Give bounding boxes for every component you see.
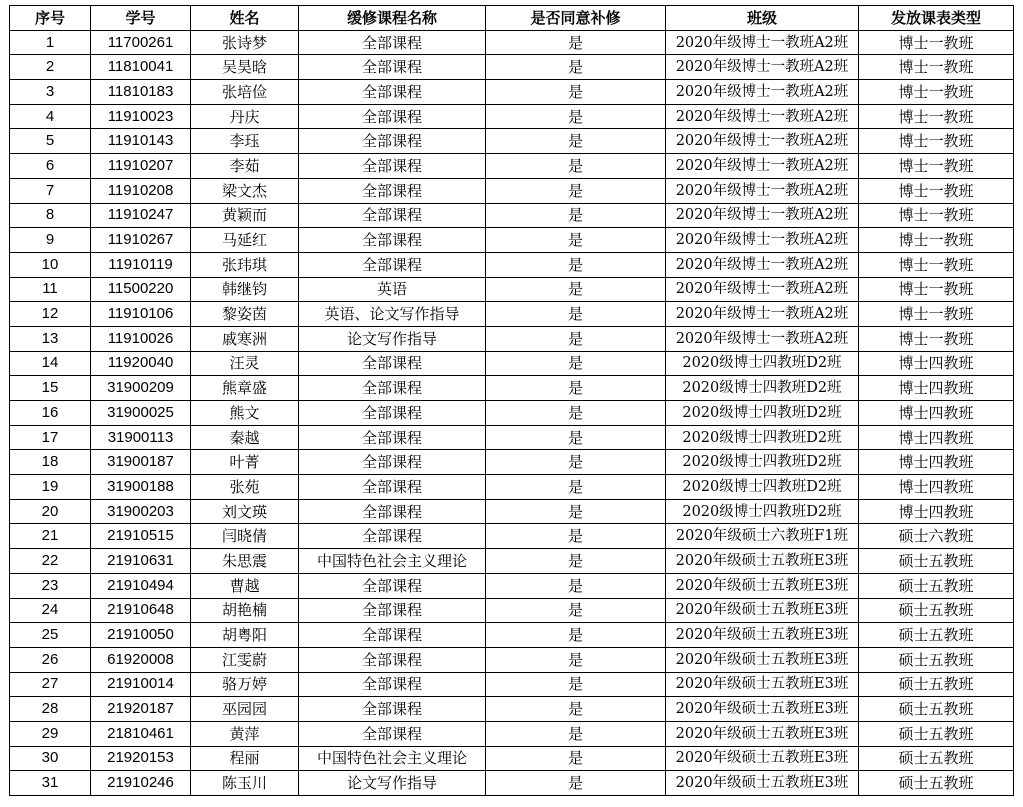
row-schedule-type-cell: 博士一教班 (859, 178, 1014, 203)
row-course-cell: 全部课程 (299, 55, 486, 80)
row-agree-cell: 是 (486, 697, 666, 722)
row-class-cell: 2020年级博士一教班A2班 (666, 129, 859, 154)
row-name-cell: 朱思震 (191, 549, 299, 574)
row-student-id-cell: 21920187 (91, 697, 191, 722)
row-class-cell: 2020年级硕士五教班E3班 (666, 573, 859, 598)
row-schedule-type-cell: 硕士五教班 (859, 721, 1014, 746)
row-schedule-type-cell: 博士一教班 (859, 30, 1014, 55)
row-seq-cell: 20 (10, 499, 91, 524)
row-class-cell: 2020年级硕士五教班E3班 (666, 746, 859, 771)
row-class-cell: 2020年级博士一教班A2班 (666, 178, 859, 203)
row-agree-cell: 是 (486, 178, 666, 203)
row-agree-cell: 是 (486, 30, 666, 55)
row-class-cell: 2020年级博士一教班A2班 (666, 277, 859, 302)
row-name-cell: 胡艳楠 (191, 598, 299, 623)
row-student-id-cell: 11910106 (91, 302, 191, 327)
row-course-cell: 中国特色社会主义理论 (299, 746, 486, 771)
row-seq-cell: 9 (10, 228, 91, 253)
row-seq-cell: 1 (10, 30, 91, 55)
row-agree-cell: 是 (486, 499, 666, 524)
row-name-cell: 闫晓倩 (191, 524, 299, 549)
row-agree-cell: 是 (486, 252, 666, 277)
row-student-id-cell: 21910631 (91, 549, 191, 574)
row-seq-cell: 5 (10, 129, 91, 154)
row-course-cell: 全部课程 (299, 672, 486, 697)
row-seq-cell: 17 (10, 425, 91, 450)
row-agree-cell: 是 (486, 104, 666, 129)
table-row (10, 252, 1014, 277)
row-class-cell: 2020年级硕士五教班E3班 (666, 672, 859, 697)
row-course-cell: 全部课程 (299, 80, 486, 105)
row-seq-cell: 13 (10, 326, 91, 351)
row-seq-cell: 7 (10, 178, 91, 203)
row-course-cell: 全部课程 (299, 697, 486, 722)
row-name-cell: 张苑 (191, 475, 299, 500)
row-course-cell: 全部课程 (299, 524, 486, 549)
row-class-cell: 2020年级硕士五教班E3班 (666, 771, 859, 796)
row-student-id-cell: 21910494 (91, 573, 191, 598)
row-class-cell: 2020年级博士一教班A2班 (666, 154, 859, 179)
row-course-cell: 英语、论文写作指导 (299, 302, 486, 327)
row-name-cell: 李珏 (191, 129, 299, 154)
row-agree-cell: 是 (486, 154, 666, 179)
row-name-cell: 叶菁 (191, 450, 299, 475)
row-student-id-cell: 31900188 (91, 475, 191, 500)
row-name-cell: 刘文瑛 (191, 499, 299, 524)
table-row (10, 623, 1014, 648)
table-row (10, 450, 1014, 475)
row-agree-cell: 是 (486, 228, 666, 253)
row-student-id-cell: 11910208 (91, 178, 191, 203)
row-schedule-type-cell: 博士一教班 (859, 129, 1014, 154)
row-name-cell: 吴昊晗 (191, 55, 299, 80)
table-row (10, 376, 1014, 401)
header-seq: 序号 (10, 6, 91, 31)
row-name-cell: 汪灵 (191, 351, 299, 376)
row-agree-cell: 是 (486, 598, 666, 623)
row-agree-cell: 是 (486, 326, 666, 351)
row-student-id-cell: 11910247 (91, 203, 191, 228)
row-schedule-type-cell: 博士四教班 (859, 425, 1014, 450)
row-schedule-type-cell: 硕士五教班 (859, 598, 1014, 623)
row-agree-cell: 是 (486, 746, 666, 771)
row-schedule-type-cell: 硕士五教班 (859, 697, 1014, 722)
row-student-id-cell: 61920008 (91, 647, 191, 672)
row-schedule-type-cell: 博士四教班 (859, 351, 1014, 376)
row-name-cell: 巫园园 (191, 697, 299, 722)
row-name-cell: 陈玉川 (191, 771, 299, 796)
row-schedule-type-cell: 博士一教班 (859, 326, 1014, 351)
row-seq-cell: 31 (10, 771, 91, 796)
row-agree-cell: 是 (486, 549, 666, 574)
row-name-cell: 胡粤阳 (191, 623, 299, 648)
row-student-id-cell: 11810183 (91, 80, 191, 105)
row-student-id-cell: 21910246 (91, 771, 191, 796)
row-class-cell: 2020年级博士一教班A2班 (666, 80, 859, 105)
table-row (10, 228, 1014, 253)
student-course-table (9, 5, 1014, 796)
row-student-id-cell: 31900187 (91, 450, 191, 475)
table-row (10, 401, 1014, 426)
row-agree-cell: 是 (486, 475, 666, 500)
row-seq-cell: 14 (10, 351, 91, 376)
row-course-cell: 全部课程 (299, 499, 486, 524)
row-schedule-type-cell: 博士一教班 (859, 302, 1014, 327)
row-course-cell: 全部课程 (299, 425, 486, 450)
table-row (10, 203, 1014, 228)
row-schedule-type-cell: 博士一教班 (859, 203, 1014, 228)
row-name-cell: 戚寒洲 (191, 326, 299, 351)
table-row (10, 746, 1014, 771)
row-name-cell: 李茹 (191, 154, 299, 179)
row-student-id-cell: 21910014 (91, 672, 191, 697)
row-schedule-type-cell: 博士四教班 (859, 376, 1014, 401)
row-class-cell: 2020年级博士一教班A2班 (666, 30, 859, 55)
row-student-id-cell: 21910515 (91, 524, 191, 549)
table-row (10, 647, 1014, 672)
table-row (10, 475, 1014, 500)
row-schedule-type-cell: 硕士五教班 (859, 549, 1014, 574)
table-row (10, 771, 1014, 796)
table-row (10, 697, 1014, 722)
row-schedule-type-cell: 博士一教班 (859, 277, 1014, 302)
table-row (10, 598, 1014, 623)
row-course-cell: 全部课程 (299, 104, 486, 129)
row-course-cell: 中国特色社会主义理论 (299, 549, 486, 574)
row-seq-cell: 23 (10, 573, 91, 598)
row-seq-cell: 25 (10, 623, 91, 648)
row-class-cell: 2020年级博士一教班A2班 (666, 228, 859, 253)
table-row (10, 425, 1014, 450)
row-schedule-type-cell: 硕士五教班 (859, 647, 1014, 672)
row-agree-cell: 是 (486, 623, 666, 648)
table-row (10, 499, 1014, 524)
row-schedule-type-cell: 博士一教班 (859, 104, 1014, 129)
row-student-id-cell: 31900025 (91, 401, 191, 426)
row-student-id-cell: 11910119 (91, 252, 191, 277)
row-name-cell: 张玮琪 (191, 252, 299, 277)
table-row (10, 30, 1014, 55)
row-name-cell: 曹越 (191, 573, 299, 598)
row-student-id-cell: 11910023 (91, 104, 191, 129)
row-schedule-type-cell: 博士四教班 (859, 450, 1014, 475)
row-student-id-cell: 11910026 (91, 326, 191, 351)
header-schedule-type: 发放课表类型 (859, 6, 1014, 31)
row-course-cell: 论文写作指导 (299, 326, 486, 351)
row-class-cell: 2020年级博士一教班A2班 (666, 203, 859, 228)
table-row (10, 178, 1014, 203)
row-schedule-type-cell: 博士四教班 (859, 401, 1014, 426)
row-seq-cell: 27 (10, 672, 91, 697)
row-student-id-cell: 11500220 (91, 277, 191, 302)
row-course-cell: 英语 (299, 277, 486, 302)
row-name-cell: 张诗梦 (191, 30, 299, 55)
row-class-cell: 2020年级硕士六教班F1班 (666, 524, 859, 549)
table-row (10, 524, 1014, 549)
row-course-cell: 全部课程 (299, 228, 486, 253)
row-course-cell: 全部课程 (299, 573, 486, 598)
row-agree-cell: 是 (486, 647, 666, 672)
row-schedule-type-cell: 硕士五教班 (859, 771, 1014, 796)
row-student-id-cell: 11910143 (91, 129, 191, 154)
row-name-cell: 秦越 (191, 425, 299, 450)
row-schedule-type-cell: 硕士五教班 (859, 573, 1014, 598)
row-schedule-type-cell: 博士一教班 (859, 252, 1014, 277)
row-course-cell: 全部课程 (299, 351, 486, 376)
row-agree-cell: 是 (486, 450, 666, 475)
row-name-cell: 张培俭 (191, 80, 299, 105)
row-student-id-cell: 21920153 (91, 746, 191, 771)
row-class-cell: 2020年级博士一教班A2班 (666, 55, 859, 80)
row-name-cell: 黎姿茵 (191, 302, 299, 327)
row-agree-cell: 是 (486, 80, 666, 105)
row-course-cell: 全部课程 (299, 623, 486, 648)
header-row (10, 6, 1014, 31)
row-class-cell: 2020年级硕士五教班E3班 (666, 697, 859, 722)
row-course-cell: 全部课程 (299, 647, 486, 672)
row-agree-cell: 是 (486, 573, 666, 598)
row-agree-cell: 是 (486, 376, 666, 401)
table-row (10, 55, 1014, 80)
row-student-id-cell: 21810461 (91, 721, 191, 746)
row-class-cell: 2020年级硕士五教班E3班 (666, 598, 859, 623)
row-seq-cell: 29 (10, 721, 91, 746)
table-row (10, 721, 1014, 746)
row-course-cell: 全部课程 (299, 252, 486, 277)
row-schedule-type-cell: 博士一教班 (859, 154, 1014, 179)
row-course-cell: 全部课程 (299, 30, 486, 55)
row-class-cell: 2020年级博士一教班A2班 (666, 302, 859, 327)
row-student-id-cell: 21910648 (91, 598, 191, 623)
row-course-cell: 全部课程 (299, 598, 486, 623)
row-class-cell: 2020级博士四教班D2班 (666, 499, 859, 524)
header-student-id: 学号 (91, 6, 191, 31)
row-agree-cell: 是 (486, 277, 666, 302)
row-seq-cell: 15 (10, 376, 91, 401)
row-class-cell: 2020级博士四教班D2班 (666, 450, 859, 475)
row-name-cell: 程丽 (191, 746, 299, 771)
row-seq-cell: 16 (10, 401, 91, 426)
row-schedule-type-cell: 硕士五教班 (859, 623, 1014, 648)
row-course-cell: 全部课程 (299, 203, 486, 228)
row-schedule-type-cell: 硕士五教班 (859, 672, 1014, 697)
row-name-cell: 黄萍 (191, 721, 299, 746)
row-schedule-type-cell: 博士四教班 (859, 475, 1014, 500)
row-name-cell: 梁文杰 (191, 178, 299, 203)
row-student-id-cell: 11910267 (91, 228, 191, 253)
row-class-cell: 2020级博士四教班D2班 (666, 401, 859, 426)
row-class-cell: 2020年级硕士五教班E3班 (666, 549, 859, 574)
row-agree-cell: 是 (486, 203, 666, 228)
row-seq-cell: 26 (10, 647, 91, 672)
row-name-cell: 熊章盛 (191, 376, 299, 401)
row-student-id-cell: 31900113 (91, 425, 191, 450)
header-agree-makeup: 是否同意补修 (486, 6, 666, 31)
row-course-cell: 全部课程 (299, 178, 486, 203)
table-row (10, 302, 1014, 327)
row-agree-cell: 是 (486, 672, 666, 697)
row-agree-cell: 是 (486, 302, 666, 327)
row-seq-cell: 10 (10, 252, 91, 277)
row-course-cell: 全部课程 (299, 475, 486, 500)
row-seq-cell: 18 (10, 450, 91, 475)
table-row (10, 549, 1014, 574)
row-class-cell: 2020年级硕士五教班E3班 (666, 647, 859, 672)
row-name-cell: 骆万婷 (191, 672, 299, 697)
row-course-cell: 全部课程 (299, 450, 486, 475)
table-row (10, 154, 1014, 179)
row-class-cell: 2020年级博士一教班A2班 (666, 252, 859, 277)
row-class-cell: 2020级博士四教班D2班 (666, 351, 859, 376)
row-seq-cell: 21 (10, 524, 91, 549)
row-student-id-cell: 11810041 (91, 55, 191, 80)
row-schedule-type-cell: 硕士五教班 (859, 746, 1014, 771)
row-name-cell: 马延红 (191, 228, 299, 253)
row-seq-cell: 3 (10, 80, 91, 105)
row-seq-cell: 11 (10, 277, 91, 302)
row-student-id-cell: 31900203 (91, 499, 191, 524)
row-name-cell: 江雯蔚 (191, 647, 299, 672)
row-agree-cell: 是 (486, 771, 666, 796)
table-row (10, 129, 1014, 154)
table-row (10, 277, 1014, 302)
row-student-id-cell: 11700261 (91, 30, 191, 55)
header-deferred-course: 缓修课程名称 (299, 6, 486, 31)
row-name-cell: 韩继钧 (191, 277, 299, 302)
header-name: 姓名 (191, 6, 299, 31)
row-course-cell: 全部课程 (299, 721, 486, 746)
row-seq-cell: 12 (10, 302, 91, 327)
row-agree-cell: 是 (486, 401, 666, 426)
row-seq-cell: 24 (10, 598, 91, 623)
row-seq-cell: 4 (10, 104, 91, 129)
row-class-cell: 2020年级博士一教班A2班 (666, 104, 859, 129)
row-seq-cell: 8 (10, 203, 91, 228)
row-seq-cell: 19 (10, 475, 91, 500)
row-schedule-type-cell: 博士一教班 (859, 80, 1014, 105)
row-course-cell: 论文写作指导 (299, 771, 486, 796)
row-agree-cell: 是 (486, 129, 666, 154)
row-schedule-type-cell: 硕士六教班 (859, 524, 1014, 549)
row-schedule-type-cell: 博士四教班 (859, 499, 1014, 524)
row-student-id-cell: 11910207 (91, 154, 191, 179)
row-course-cell: 全部课程 (299, 129, 486, 154)
row-agree-cell: 是 (486, 351, 666, 376)
row-class-cell: 2020级博士四教班D2班 (666, 475, 859, 500)
table-row (10, 80, 1014, 105)
row-class-cell: 2020年级硕士五教班E3班 (666, 721, 859, 746)
table-row (10, 351, 1014, 376)
row-agree-cell: 是 (486, 524, 666, 549)
row-schedule-type-cell: 博士一教班 (859, 228, 1014, 253)
row-seq-cell: 2 (10, 55, 91, 80)
row-class-cell: 2020级博士四教班D2班 (666, 425, 859, 450)
row-course-cell: 全部课程 (299, 376, 486, 401)
row-class-cell: 2020年级博士一教班A2班 (666, 326, 859, 351)
row-seq-cell: 6 (10, 154, 91, 179)
row-class-cell: 2020年级硕士五教班E3班 (666, 623, 859, 648)
row-class-cell: 2020级博士四教班D2班 (666, 376, 859, 401)
row-agree-cell: 是 (486, 55, 666, 80)
row-student-id-cell: 11920040 (91, 351, 191, 376)
row-seq-cell: 30 (10, 746, 91, 771)
row-course-cell: 全部课程 (299, 154, 486, 179)
table-row (10, 104, 1014, 129)
row-course-cell: 全部课程 (299, 401, 486, 426)
row-seq-cell: 28 (10, 697, 91, 722)
row-agree-cell: 是 (486, 721, 666, 746)
row-student-id-cell: 21910050 (91, 623, 191, 648)
table-row (10, 326, 1014, 351)
row-schedule-type-cell: 博士一教班 (859, 55, 1014, 80)
row-name-cell: 黄颖而 (191, 203, 299, 228)
row-name-cell: 丹庆 (191, 104, 299, 129)
row-student-id-cell: 31900209 (91, 376, 191, 401)
row-agree-cell: 是 (486, 425, 666, 450)
table-row (10, 672, 1014, 697)
row-seq-cell: 22 (10, 549, 91, 574)
header-class: 班级 (666, 6, 859, 31)
row-name-cell: 熊文 (191, 401, 299, 426)
table-row (10, 573, 1014, 598)
